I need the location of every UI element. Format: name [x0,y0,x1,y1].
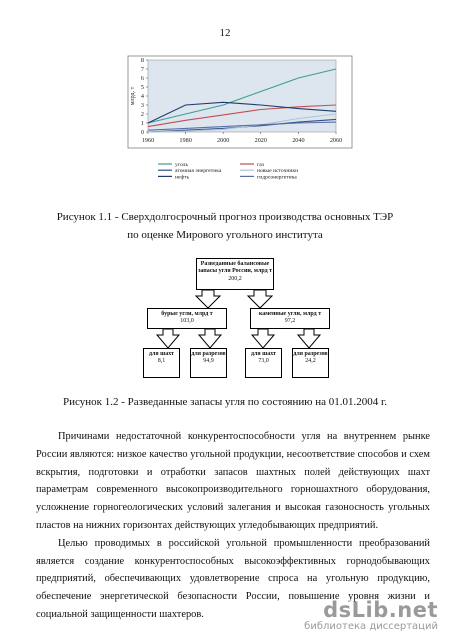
x-tick-label: 1960 [141,137,155,144]
root-reserves-label: Разведанные балансовые запасы угля России, млрд т [197,261,273,275]
hard-opencast-box [292,348,329,378]
y-tick-label: 4 [140,93,144,101]
y-tick-label: 7 [140,66,144,74]
figure-2-caption: Рисунок 1.2 - Разведанные запасы угля по состоянию на 01.01.2004 г. [63,396,387,408]
arrow-brown-to-leaf2 [199,329,221,348]
paragraph-1: Причинами недостаточной конкурентоспособности угля на внутреннем рынке России являются: низкое качество угольной продукции, несоответствие способов и схем вскрытия, подготовки и отработки запасов шахтных полей действующих шахт параметрам современного высокопроизводительного горношахтного оборудования, усложнение горногеологических условий залегания и высокая газоносность угольных пластов на нижних горизонтах действующих угледобывающих предприятий. [36,431,430,531]
hard-coal-label: каменные угли, млрд т [258,311,322,317]
arrow-root-to-brown [196,290,220,308]
y-tick-label: 2 [140,111,144,119]
root-reserves-box [196,258,274,290]
paragraph-2: Целью проводимых в российской угольной промышленности преобразований является создание конкурентоспособных высокоэффективных горнодобывающих предприятий, обеспечивающих удовлетворение спроса на угольную продукцию, обеспечение энергетической безопасности России, повышение уровня жизни и социальной защищенности шахтеров. [36,537,430,620]
legend-label-2: газ [257,162,264,168]
arrow-root-to-hard [248,290,272,308]
legend-label-5: нефть [175,174,190,181]
x-tick-label: 1980 [179,137,192,144]
figure-1-caption-line-2: по оценке Мирового угольного института [127,229,323,241]
y-tick-label: 6 [140,75,144,83]
root-reserves-value: 200,2 [228,275,242,282]
dslib-watermark [304,599,438,633]
arrow-hard-to-leaf4 [298,329,320,348]
y-tick-label: 3 [140,102,144,110]
legend-label-1: уголь [175,162,189,168]
brown-mines-value: 8,1 [157,358,166,365]
hard-mines-label: для шахт [250,351,276,357]
hard-mines-box [245,348,282,378]
arrow-brown-to-leaf1 [157,329,179,348]
brown-mines-box [143,348,180,378]
arrow-hard-to-leaf3 [252,329,274,348]
y-tick-label: 5 [140,84,144,92]
figure-1-caption-line-1: Рисунок 1.1 - Сверхдолгосрочный прогноз производства основных ТЭР [56,211,394,223]
hard-opencast-label: для разрезов [293,351,328,357]
page-number: 12 [219,27,231,39]
legend-label-4: новые источники [257,168,299,175]
y-tick-label: 8 [140,57,144,65]
brown-opencast-label: для разрезов [191,351,226,357]
body-text [36,428,430,624]
dslib-subtitle: библиотека диссертаций [304,621,438,632]
y-axis-label: млрд. т [130,86,136,106]
y-tick-label: 1 [140,120,144,128]
hard-coal-value: 97,2 [284,318,296,325]
dslib-logo: dsLib.net [323,598,438,622]
brown-coal-box [147,308,227,329]
x-tick-label: 2060 [329,137,343,144]
hard-mines-value: 73,0 [258,358,269,365]
brown-coal-label: бурые угли, млрд т [161,311,213,317]
brown-opencast-value: 94,9 [203,358,214,365]
hard-coal-box [250,308,330,329]
x-tick-label: 2020 [254,137,267,144]
brown-coal-value: 103,0 [180,318,194,325]
brown-mines-label: для шахт [148,351,174,357]
y-tick-label: 0 [140,129,144,137]
legend-label-6: гидроэнергетика [257,174,297,181]
x-tick-label: 2040 [292,137,305,144]
legend-label-3: атомная энергетика [175,168,222,175]
brown-opencast-box [190,348,227,378]
x-tick-label: 2000 [217,137,230,144]
hard-opencast-value: 24,2 [305,358,316,365]
